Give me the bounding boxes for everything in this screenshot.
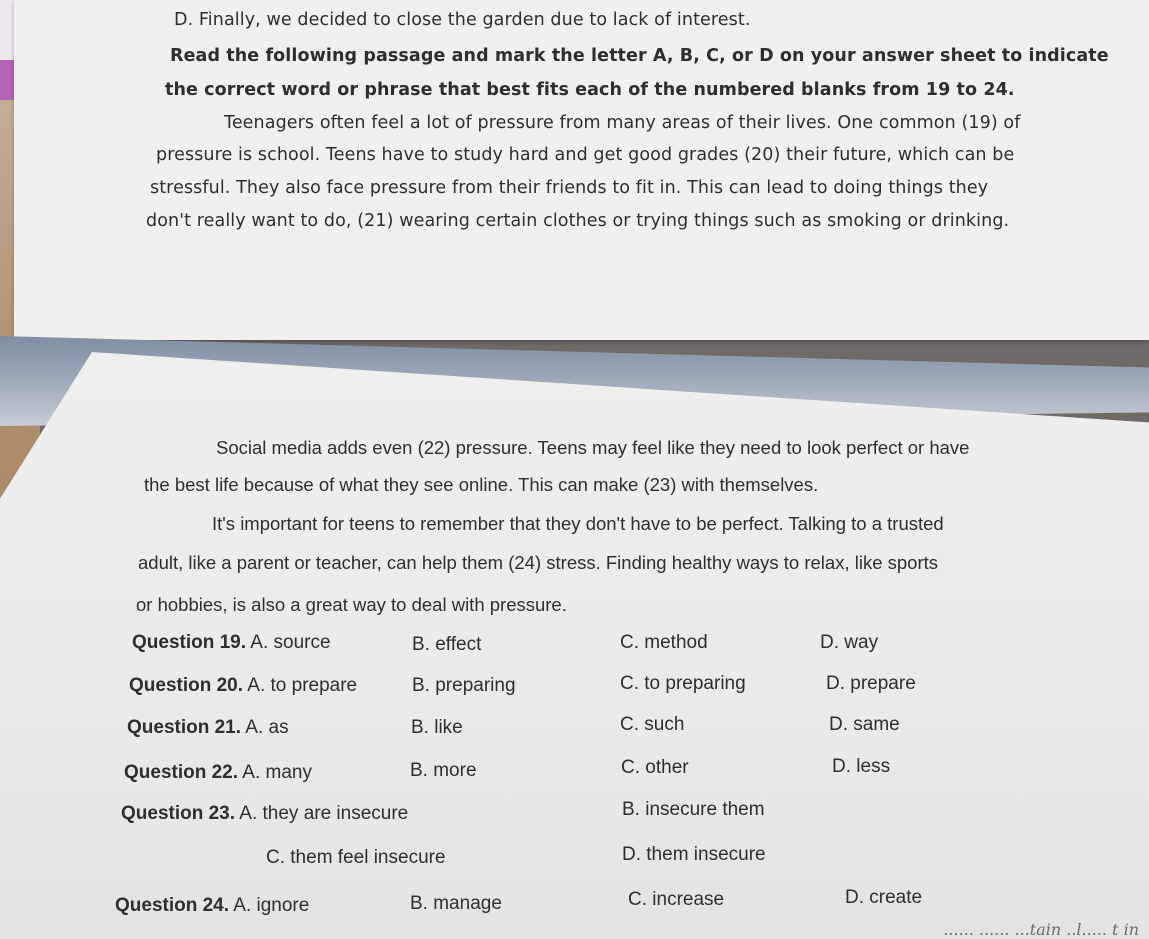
question-19: [132, 632, 331, 654]
question-21-label: Question 21.: [127, 717, 242, 738]
question-22-option-a: A. many: [242, 762, 312, 783]
question-24-label: Question 24.: [115, 895, 230, 916]
passage-line-2: pressure is school. Teens have to study hard and get good grades (20) their future, which can be: [156, 145, 1015, 165]
question-22-option-b: B. more: [410, 760, 477, 781]
question-21: [127, 717, 289, 739]
question-23-option-a: A. they are insecure: [239, 803, 409, 824]
passage-line-9: or hobbies, is also a great way to deal with pressure.: [136, 594, 567, 615]
question-22-label: Question 22.: [124, 762, 239, 783]
question-22-option-d: D. less: [832, 756, 891, 777]
question-21-option-a: A. as: [245, 717, 289, 738]
question-24-option-a: A. ignore: [233, 895, 310, 916]
question-20-label: Question 20.: [129, 675, 244, 696]
question-21-option-b: B. like: [411, 717, 463, 738]
question-19-option-b: B. effect: [412, 634, 482, 655]
question-24: [115, 895, 309, 917]
question-23-option-d: D. them insecure: [622, 844, 766, 865]
question-24-option-d: D. create: [845, 887, 923, 908]
question-24-option-c: C. increase: [628, 889, 725, 910]
question-23-option-c: C. them feel insecure: [266, 847, 446, 868]
question-19-option-d: D. way: [820, 632, 879, 653]
instruction-line-1: Read the following passage and mark the letter A, B, C, or D on your answer sheet to indicate: [170, 46, 1109, 66]
passage-line-6: the best life because of what they see online. This can make (23) with themselves.: [144, 474, 819, 495]
question-19-label: Question 19.: [132, 632, 247, 653]
question-20-option-a: A. to prepare: [247, 675, 358, 696]
question-23-label: Question 23.: [121, 803, 236, 824]
question-21-option-c: C. such: [620, 714, 685, 735]
question-20-option-d: D. prepare: [826, 673, 916, 694]
instruction-line-2: the correct word or phrase that best fits each of the numbered blanks from 19 to 24.: [165, 80, 1015, 100]
question-22: [124, 762, 312, 784]
passage-line-7: It's important for teens to remember that they don't have to be perfect. Talking to a trusted: [212, 513, 944, 534]
question-23-option-b: B. insecure them: [622, 799, 765, 820]
question-20-option-c: C. to preparing: [620, 673, 746, 694]
passage-line-1: Teenagers often feel a lot of pressure from many areas of their lives. One common (19) of: [224, 113, 1021, 133]
question-20-option-b: B. preparing: [412, 675, 516, 696]
passage-line-3: stressful. They also face pressure from their friends to fit in. This can lead to doing things they: [150, 178, 989, 198]
passage-line-8: adult, like a parent or teacher, can help them (24) stress. Finding healthy ways to relax, like sports: [138, 552, 939, 573]
passage-line-4: don't really want to do, (21) wearing certain clothes or trying things such as smoking or drinking.: [146, 211, 1010, 231]
previous-option-d: D. Finally, we decided to close the garden due to lack of interest.: [174, 10, 751, 30]
question-19-option-a: A. source: [250, 632, 331, 653]
bottom-handwriting: ...... ...... ...tain ..l..... t in: [943, 920, 1139, 939]
question-21-option-d: D. same: [829, 714, 900, 735]
question-23: [121, 803, 408, 825]
question-20: [129, 675, 357, 697]
question-19-option-c: C. method: [620, 632, 708, 653]
question-22-option-c: C. other: [621, 757, 689, 778]
passage-line-5: Social media adds even (22) pressure. Teens may feel like they need to look perfect or have: [216, 437, 970, 458]
question-24-option-b: B. manage: [410, 893, 502, 914]
